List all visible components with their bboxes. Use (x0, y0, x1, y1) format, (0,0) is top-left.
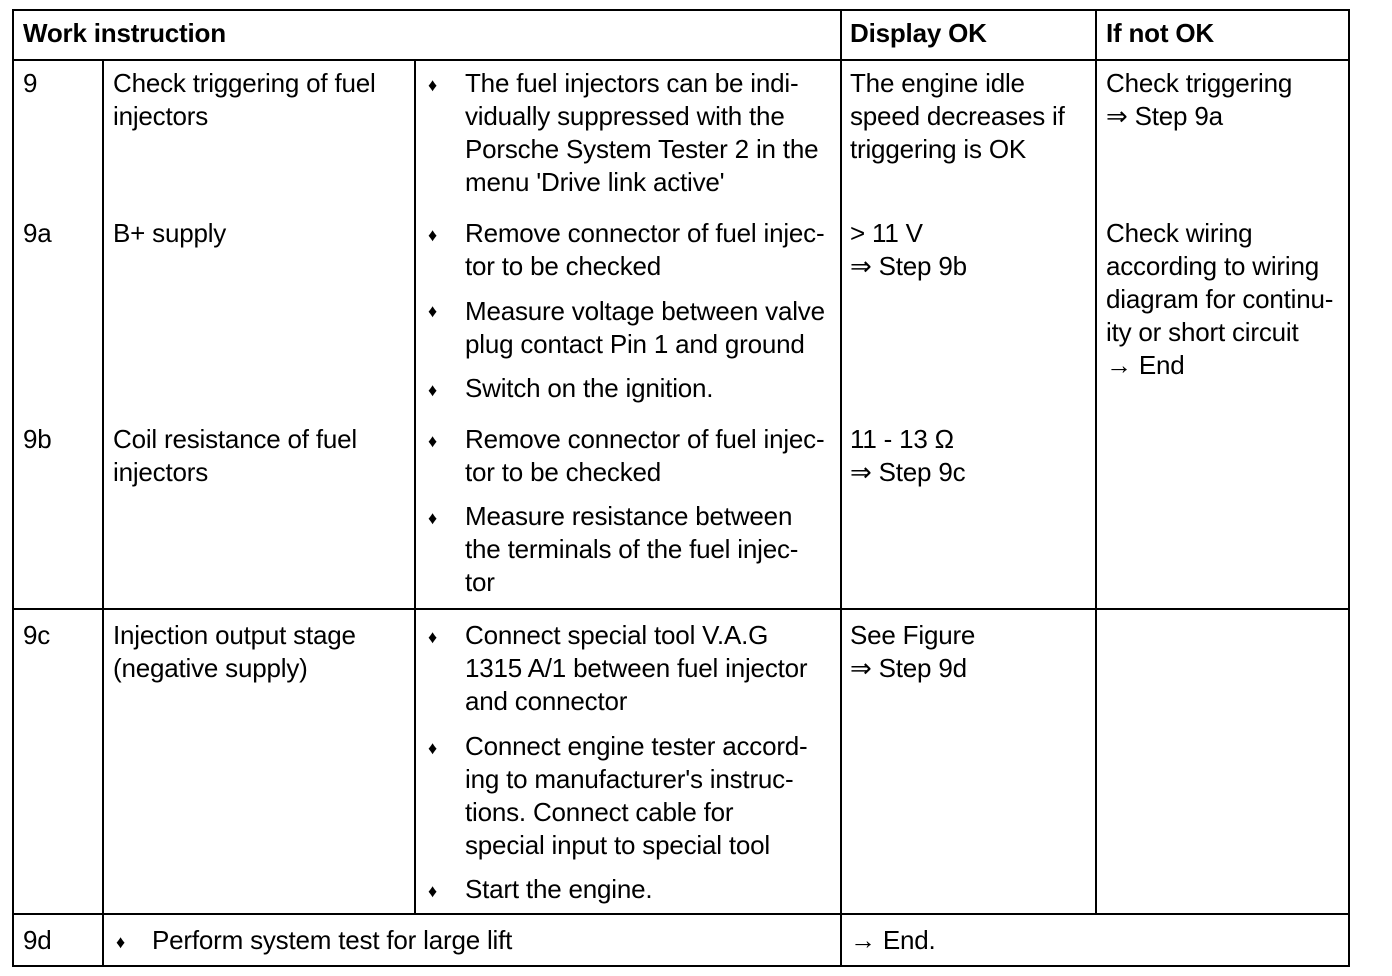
display-ok-text: → End. (850, 925, 936, 955)
instruction-text: Connect special tool V.A.G 1315 A/1 between fuel injector and connector (465, 620, 808, 716)
col-rule-title (414, 59, 416, 913)
display-ok-text: See Figure ⇒ Step 9d (850, 620, 976, 683)
step-number: 9d (23, 925, 52, 955)
instruction-text: Remove connector of fuel injec- tor to be checked (465, 424, 825, 487)
header-display-ok: Display OK (850, 18, 987, 48)
if-not-ok-text: Check wiring according to wiring diagram for continu- ity or short circuit → End (1106, 218, 1334, 380)
bullet-icon: ♦ (428, 508, 438, 528)
instruction-text: Switch on the ignition. (465, 373, 714, 403)
instruction-text: Connect engine tester accord- ing to manufacturer's instruc- tions. Connect cable for special input to special tool (465, 731, 808, 860)
instruction-text: Remove connector of fuel injec- tor to be checked (465, 218, 825, 281)
bullet-icon: ♦ (428, 738, 438, 758)
step-title: Coil resistance of fuel injectors (113, 424, 357, 487)
bullet-icon: ♦ (116, 932, 126, 952)
instruction-text: Perform system test for large lift (152, 925, 513, 955)
bullet-icon: ♦ (428, 380, 438, 400)
col-rule-step (102, 59, 104, 965)
header-if-not-ok: If not OK (1106, 18, 1214, 48)
display-ok-text: The engine idle speed decreases if triggering is OK (850, 68, 1065, 164)
display-ok-text: 11 - 13 Ω ⇒ Step 9c (850, 424, 966, 487)
row-rule-9d (14, 913, 1348, 915)
display-ok-text: > 11 V ⇒ Step 9b (850, 218, 967, 281)
step-title: Check triggering of fuel injectors (113, 68, 376, 131)
bullet-icon: ♦ (428, 75, 438, 95)
bullet-icon: ♦ (428, 881, 438, 901)
bullet-icon: ♦ (428, 301, 438, 321)
if-not-ok-text: Check triggering ⇒ Step 9a (1106, 68, 1293, 131)
step-number: 9c (23, 620, 51, 650)
bullet-icon: ♦ (428, 627, 438, 647)
col-rule-notok (1095, 11, 1097, 913)
header-rule (14, 59, 1348, 61)
header-work-instruction: Work instruction (23, 18, 226, 48)
row-rule-9c (14, 608, 1348, 610)
bullet-icon: ♦ (428, 225, 438, 245)
step-number: 9b (23, 424, 52, 454)
bullet-icon: ♦ (428, 431, 438, 451)
instruction-text: Start the engine. (465, 874, 653, 904)
instruction-text: Measure resistance between the terminals of the fuel injec- tor (465, 501, 799, 597)
step-number: 9a (23, 218, 52, 248)
instruction-text: Measure voltage between valve plug contact Pin 1 and ground (465, 296, 825, 359)
instruction-text: The fuel injectors can be indi- vidually suppressed with the Porsche System Tester 2 in the menu 'Drive link active' (465, 68, 819, 197)
col-rule-display (840, 11, 842, 965)
step-title: Injection output stage (negative supply) (113, 620, 356, 683)
step-number: 9 (23, 68, 38, 98)
step-title: B+ supply (113, 218, 227, 248)
